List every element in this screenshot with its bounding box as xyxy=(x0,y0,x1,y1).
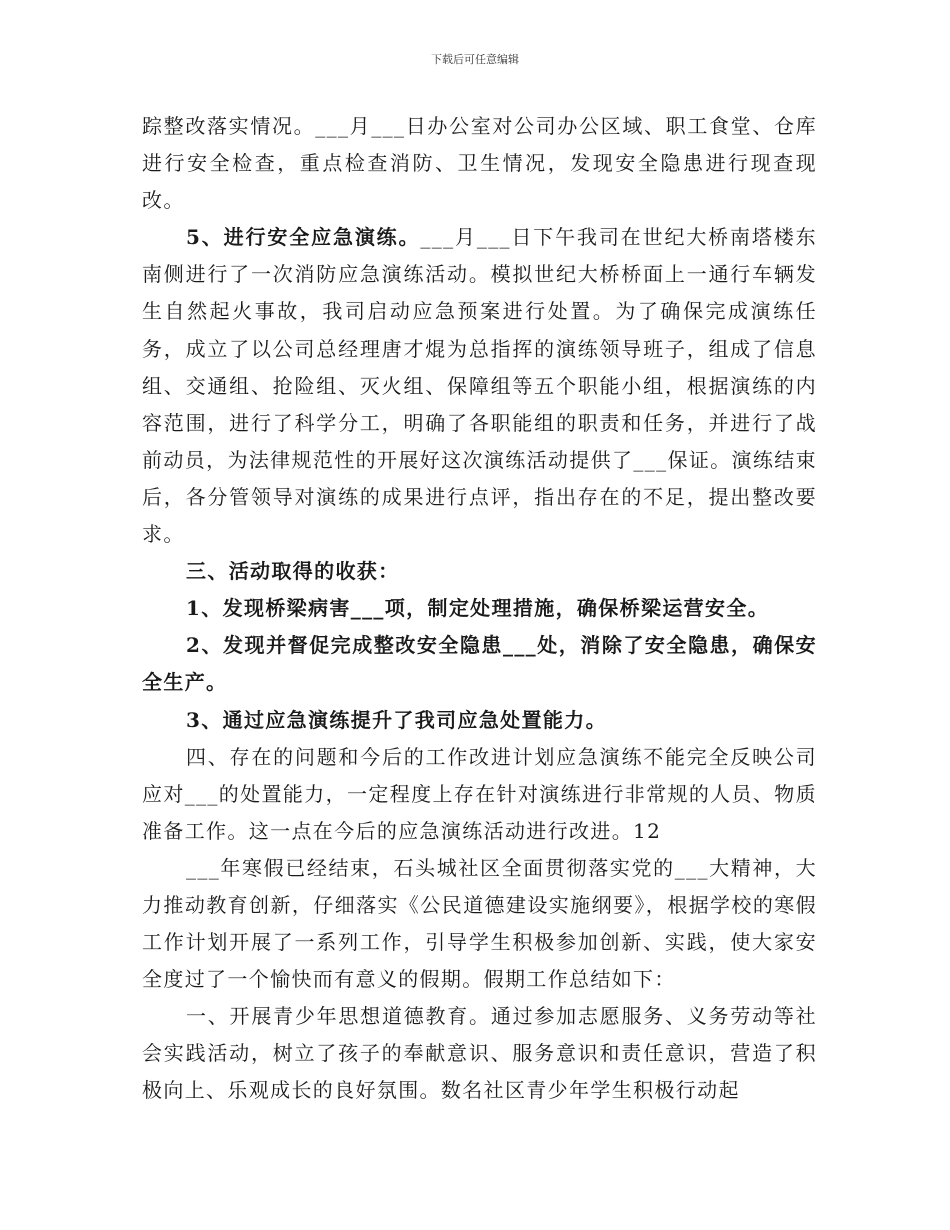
gain-item-2: 2、发现并督促完成整改安全隐患___处，消除了安全隐患，确保安全生产。 xyxy=(142,633,817,695)
section-heading-gains: 三、活动取得的收获： xyxy=(186,559,400,584)
drill-body: ___月___日下午我司在世纪大桥南塔楼东南侧进行了一次消防应急演练活动。模拟世纪大桥桥面上一通行车辆发生自然起火事故，我司启动应急预案进行处置。为了确保完成演练任务，成立了以公司总经理唐才焜为总指挥的演练领导班子，组成了信息组、交通组、抢险组、灭火组、保障组等五个职能小组，根据演练的内容范围，进行了科学分工，明确了各职能组的职责和任务，并进行了战前动员，为法律规范性的开展好这次演练活动提供了___保证。演练结束后，各分管领导对演练的成果进行点评，指出存在的不足，提出整改要求。 xyxy=(142,225,817,547)
gain-item-3: 3、通过应急演练提升了我司应急处置能力。 xyxy=(186,707,607,732)
page-header: 下载后可任意编辑 xyxy=(431,53,519,66)
paragraph-rectification-followup: 踪整改落实情况。___月___日办公室对公司办公区域、职工食堂、仓库进行安全检查，重点检查消防、卫生情况，发现安全隐患进行现查现改。 xyxy=(142,114,817,213)
document-body xyxy=(142,108,817,1110)
paragraph-problems-improvements: 四、存在的问题和今后的工作改进计划应急演练不能完全反映公司应对___的处置能力，一定程度上存在针对演练进行非常规的人员、物质准备工作。这一点在今后的应急演练活动进行改进。12 xyxy=(142,744,817,843)
gain-item-1: 1、发现桥梁病害___项，制定处理措施，确保桥梁运营安全。 xyxy=(186,596,770,621)
paragraph-emergency-drill xyxy=(142,219,817,553)
drill-heading: 5、进行安全应急演练。 xyxy=(186,225,421,250)
paragraph-winter-vacation-intro: ___年寒假已经结束，石头城社区全面贯彻落实党的___大精神，大力推动教育创新，仔细落实《公民道德建设实施纲要》，根据学校的寒假工作计划开展了一系列工作，引导学生积极参加创新、实践，使大家安全度过了一个愉快而有意义的假期。假期工作总结如下： xyxy=(142,855,817,992)
paragraph-moral-education: 一、开展青少年思想道德教育。通过参加志愿服务、义务劳动等社会实践活动，树立了孩子的奉献意识、服务意识和责任意识，营造了积极向上、乐观成长的良好氛围。数名社区青少年学生积极行动起 xyxy=(142,1004,817,1103)
